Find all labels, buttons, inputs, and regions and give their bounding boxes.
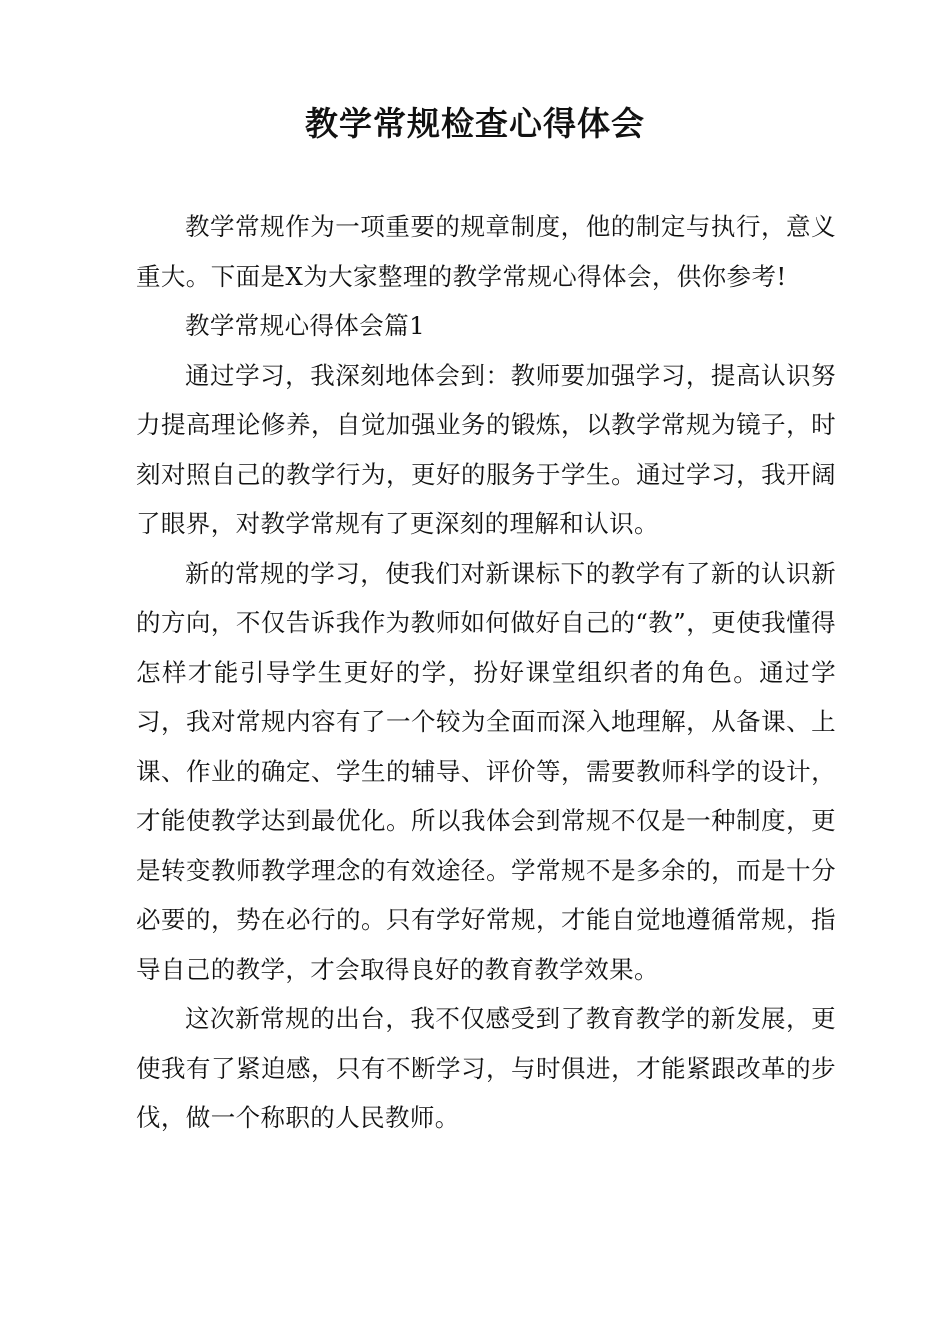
intro-paragraph: 教学常规作为一项重要的规章制度，他的制定与执行，意义重大。下面是X为大家整理的教学常规心得体会，供你参考! <box>136 212 836 291</box>
body-paragraph: 这次新常规的出台，我不仅感受到了教育教学的新发展，更使我有了紧迫感，只有不断学习，与时俱进，才能紧跟改革的步伐，做一个称职的人民教师。 <box>136 1004 836 1132</box>
body-paragraph: 通过学习，我深刻地体会到：教师要加强学习，提高认识努力提高理论修养，自觉加强业务的锻炼，以教学常规为镜子，时刻对照自己的教学行为，更好的服务于学生。通过学习，我开阔了眼界，对教学常规有了更深刻的理解和认识。 <box>136 360 836 538</box>
body-paragraph: 新的常规的学习，使我们对新课标下的教学有了新的认识新的方向，不仅告诉我作为教师如何做好自己的“教”，更使我懂得怎样才能引导学生更好的学，扮好课堂组织者的角色。通过学习，我对常规内容有了一个较为全面而深入地理解，从备课、上课、作业的确定、学生的辅导、评价等，需要教师科学的设计，才能使教学达到最优化。所以我体会到常规不仅是一种制度，更是转变教师教学理念的有效途径。学常规不是多余的，而是十分必要的，势在必行的。只有学好常规，才能自觉地遵循常规，指导自己的教学，才会取得良好的教育教学效果。 <box>136 558 836 984</box>
document-title: 教学常规检查心得体会 <box>305 104 645 143</box>
document-body <box>136 202 836 1143</box>
section-heading: 教学常规心得体会篇1 <box>185 311 426 340</box>
